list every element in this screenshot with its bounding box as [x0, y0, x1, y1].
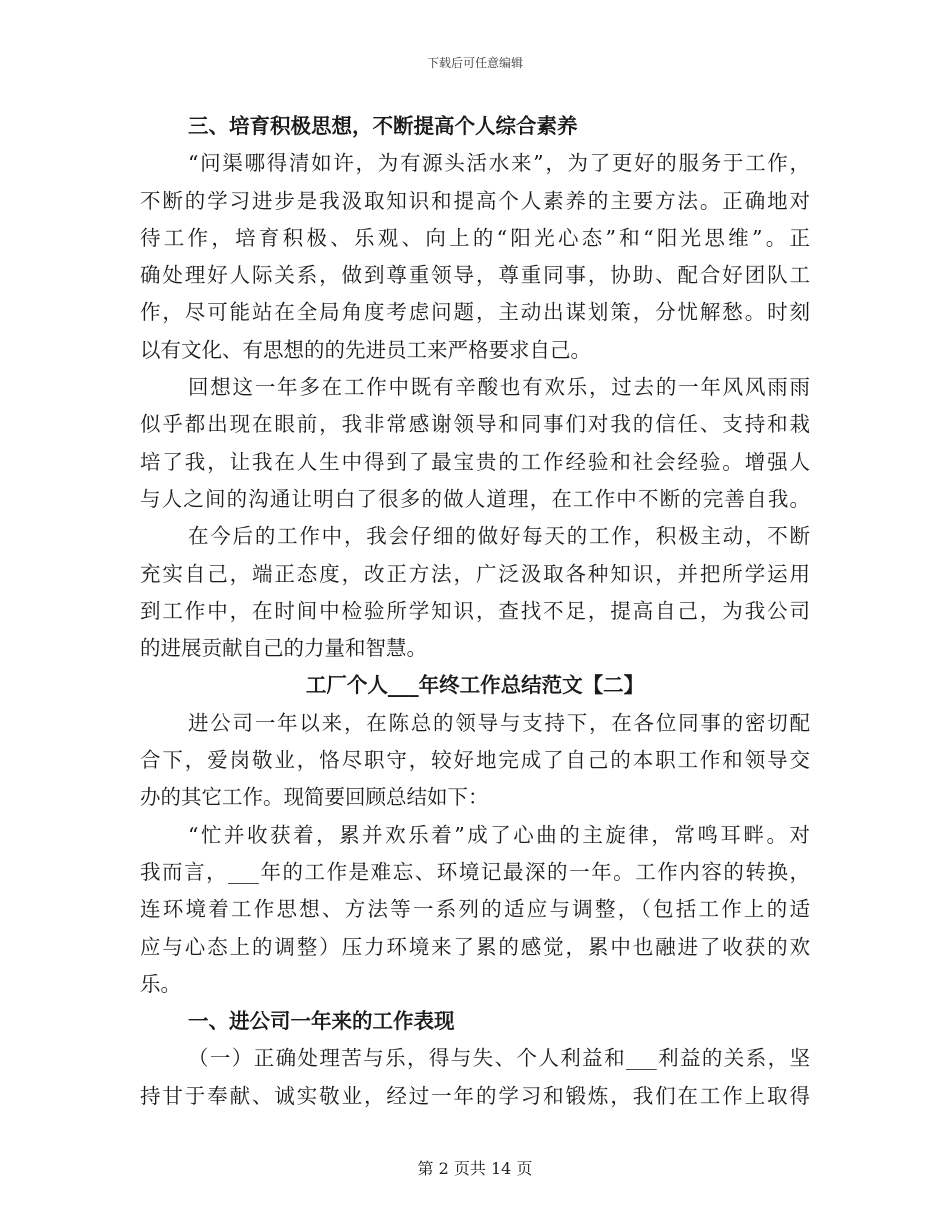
paragraph-line: 办的其它工作。现简要回顾总结如下： [140, 785, 489, 810]
section-heading: 工厂个人___年终工作总结范文【二】 [305, 673, 645, 698]
paragraph-line: 连环境着工作思想、方法等一系列的适应与调整，（包括工作上的适 [140, 897, 810, 922]
paragraph-line: 的进展贡献自己的力量和智慧。 [140, 636, 427, 661]
document-body [140, 108, 810, 1115]
paragraph-line: 培了我，让我在人生中得到了最宝贵的工作经验和社会经验。增强人 [140, 449, 810, 474]
paragraph-line: 确处理好人际关系，做到尊重领导，尊重同事，协助、配合好团队工 [140, 263, 810, 288]
paragraph-line: 应与心态上的调整）压力环境来了累的感觉，累中也融进了收获的欢 [140, 934, 810, 959]
paragraph-line: 与人之间的沟通让明白了很多的做人道理，在工作中不断的完善自我。 [140, 486, 810, 511]
page-number: 第 2 页共 14 页 [417, 1159, 533, 1178]
paragraph-line: “问渠哪得清如许，为有源头活水来”，为了更好的服务于工作， [188, 151, 810, 176]
paragraph-line: 不断的学习进步是我汲取知识和提高个人素养的主要方法。正确地对 [140, 188, 810, 213]
paragraph-line: 以有文化、有思想的的先进员工来严格要求自己。 [140, 337, 591, 362]
paragraph-line: 乐。 [140, 971, 181, 996]
paragraph-line: 作，尽可能站在全局角度考虑问题，主动出谋划策，分忧解愁。时刻 [140, 300, 810, 325]
paragraph-line: 进公司一年以来，在陈总的领导与支持下，在各位同事的密切配 [188, 710, 810, 735]
paragraph-line: （一）正确处理苦与乐，得与失、个人利益和___利益的关系，坚 [188, 1046, 810, 1071]
page-header: 下载后可任意编辑 [426, 56, 523, 70]
paragraph-line: 似乎都出现在眼前，我非常感谢领导和同事们对我的信任、支持和栽 [140, 412, 810, 437]
paragraph-line: 回想这一年多在工作中既有辛酸也有欢乐，过去的一年风风雨雨 [188, 375, 810, 400]
paragraph-line: 到工作中，在时间中检验所学知识，查找不足，提高自己，为我公司 [140, 598, 810, 623]
paragraph-line: 合下，爱岗敬业，恪尽职守，较好地完成了自己的本职工作和领导交 [140, 748, 810, 773]
paragraph-line: 我而言，___年的工作是难忘、环境记最深的一年。工作内容的转换， [140, 859, 810, 884]
section-heading: 一、进公司一年来的工作表现 [188, 1009, 455, 1034]
section-heading: 三、培育积极思想，不断提高个人综合素养 [188, 114, 578, 138]
paragraph-line: “忙并收获着，累并欢乐着”成了心曲的主旋律，常鸣耳畔。对 [188, 822, 810, 847]
paragraph-line: 待工作，培育积极、乐观、向上的“阳光心态”和“阳光思维”。正 [140, 225, 810, 250]
paragraph-line: 充实自己，端正态度，改正方法，广泛汲取各种知识，并把所学运用 [140, 561, 810, 586]
paragraph-line: 持甘于奉献、诚实敬业，经过一年的学习和锻炼，我们在工作上取得 [140, 1083, 810, 1108]
paragraph-line: 在今后的工作中，我会仔细的做好每天的工作，积极主动，不断 [188, 524, 810, 549]
